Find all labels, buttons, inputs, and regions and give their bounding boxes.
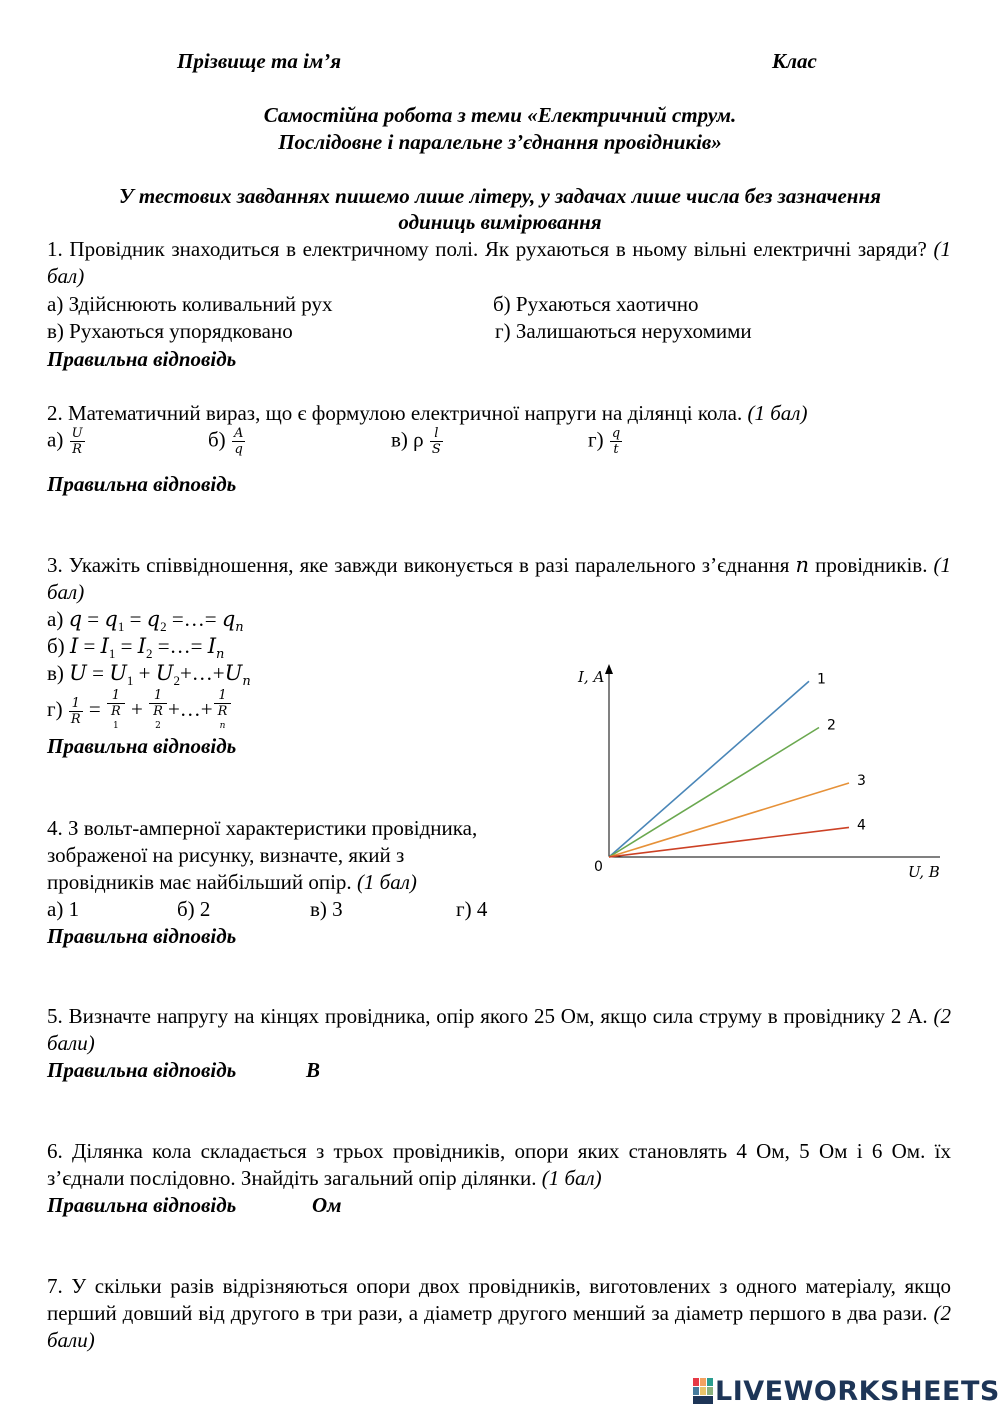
q2-option-c <box>391 426 444 457</box>
q3-option-a-label: а) <box>47 607 64 631</box>
q3-points: (1 бал) <box>47 553 952 604</box>
x-axis-label: U, B <box>908 863 940 881</box>
q4-line-1: 4. З вольт-амперної характеристики провідника, <box>47 816 478 840</box>
q1-answer-label: Правильна відповідь <box>47 347 237 371</box>
sym: R <box>153 704 163 719</box>
q4-line-3 <box>47 869 417 896</box>
class-label: Клас <box>772 49 817 73</box>
q2-fraction-b-num: A <box>233 426 244 441</box>
q2-fraction-d-den: t <box>613 442 619 457</box>
sym: =…= <box>171 607 217 631</box>
frac-num: 1 <box>69 696 83 712</box>
q3-frac-r2 <box>149 688 167 734</box>
q4-option-a: а) 1 <box>47 897 80 921</box>
q2-fraction-b-den: q <box>234 442 243 457</box>
frac-num: 1 <box>214 688 232 704</box>
title-line-2: Послідовне і паралельне з’єднання провідників» <box>278 130 722 154</box>
sym: = <box>88 696 101 721</box>
q2-points: (1 бал) <box>747 401 808 425</box>
frac-den <box>214 704 232 734</box>
q1-option-b: б) Рухаються хаотично <box>493 292 699 316</box>
q6-text <box>47 1138 951 1192</box>
q2-option-b <box>208 426 246 457</box>
q2-option-a-label: а) <box>47 427 64 452</box>
sym: = <box>87 607 100 631</box>
instructions-line-1: У тестових завданнях пишемо лише літеру, у задачах лише числа без зазначення <box>119 184 881 208</box>
q6-answer-unit: Ом <box>312 1193 342 1217</box>
sym: R <box>111 704 121 719</box>
q5-points: (2 бали) <box>47 1004 951 1055</box>
sym: 1 <box>108 646 116 661</box>
q2-question: 2. Математичний вираз, що є формулою електричної напруги на ділянці кола. <box>47 401 743 425</box>
q3-option-c-label: в) <box>47 661 64 685</box>
q2-fraction-d-num: q <box>611 426 621 441</box>
q2-option-a <box>47 426 86 457</box>
sym: q <box>104 607 118 631</box>
q3-answer-label: Правильна відповідь <box>47 734 237 758</box>
sym: + <box>138 661 151 685</box>
q2-answer-label: Правильна відповідь <box>47 472 237 496</box>
q2-fraction-c-den: S <box>431 442 441 457</box>
q2-fraction-c <box>430 426 443 457</box>
sym: n <box>216 647 225 662</box>
q4-points: (1 бал) <box>356 870 417 894</box>
q2-option-c-label: в) ρ <box>391 427 424 452</box>
q4-option-d: г) 4 <box>456 897 488 921</box>
sym: 1 <box>117 619 125 634</box>
sym: = <box>129 607 142 631</box>
sym: +…+ <box>167 696 213 721</box>
q4-option-b: б) 2 <box>177 897 211 921</box>
q4-answer-label: Правильна відповідь <box>47 924 237 948</box>
sym: I <box>100 634 109 658</box>
q2-option-b-label: б) <box>208 427 226 452</box>
q4-question-end: провідників має найбільший опір. <box>47 870 352 894</box>
q5-text <box>47 1003 951 1057</box>
title-line-1: Самостійна робота з теми «Електричний струм. <box>263 103 737 127</box>
frac-num: 1 <box>107 688 125 704</box>
q2-fraction-d <box>610 426 622 457</box>
name-label: Прізвище та ім’я <box>177 49 342 73</box>
sym: 2 <box>146 646 153 661</box>
q6-points: (1 бал) <box>541 1166 602 1190</box>
sym: R <box>217 704 228 719</box>
sym: +…+ <box>179 661 225 685</box>
q2-fraction-c-num: l <box>430 426 443 442</box>
q1-option-d: г) Залишаються нерухомими <box>495 319 752 343</box>
series-label-2: 2 <box>827 717 836 734</box>
q2-fraction-a-num: U <box>71 426 83 441</box>
sym: U <box>109 661 127 685</box>
q1-question: 1. Провідник знаходиться в електричному полі. Як рухаються в ньому вільні електричні заряди? <box>47 237 927 261</box>
sym: U <box>155 661 174 685</box>
sym: 2 <box>160 619 167 634</box>
series-line-1 <box>609 681 809 857</box>
q6-question: 6. Ділянка кола складається з трьох провідників, опори яких становлять 4 Ом, 5 Ом і 6 Ом. їх з’єднали послідовно. Знайдіть загальний опір ділянки. <box>47 1139 951 1190</box>
series-line-4 <box>609 827 849 857</box>
sym: = <box>92 661 104 685</box>
q5-question: 5. Визначте напругу на кінцях провідника, опір якого 25 Ом, якщо сила струму в провіднику 2 А. <box>47 1004 928 1028</box>
sym: n <box>242 674 251 689</box>
sym: n <box>235 620 244 635</box>
origin-label: 0 <box>594 859 603 875</box>
q1-option-c: в) Рухаються упорядковано <box>47 319 293 343</box>
sym: 1 <box>113 721 119 731</box>
q3-frac-r1 <box>107 688 125 734</box>
q2-fraction-a-den: R <box>72 442 82 457</box>
sym: I <box>207 634 216 658</box>
q4-line-2: зображеної на рисунку, визначте, який з <box>47 843 405 867</box>
sym: U <box>69 661 87 685</box>
q2-fraction-a <box>70 426 85 457</box>
liveworksheets-logo-icon <box>693 1378 715 1406</box>
q3-frac-total <box>69 696 83 727</box>
liveworksheets-logo-text: LIVEWORKSHEETS <box>715 1376 1000 1407</box>
sym: q <box>68 607 83 631</box>
sym: n <box>219 721 226 731</box>
q2-option-d <box>588 426 623 457</box>
q3-question: 3. Укажіть співвідношення, яке завжди виконується в разі паралельного з’єднання <box>47 553 790 577</box>
frac-num: 1 <box>149 688 167 704</box>
sym: I <box>137 634 147 658</box>
q7-points: (2 бали) <box>47 1301 951 1352</box>
series-label-4: 4 <box>857 817 866 834</box>
sym: q <box>221 607 236 631</box>
frac-den <box>107 704 125 734</box>
sym: = <box>83 634 96 658</box>
q1-text <box>47 236 951 290</box>
q3-question-cont: провідників. <box>815 553 928 577</box>
q5-answer-label: Правильна відповідь <box>47 1058 237 1082</box>
series-label-1: 1 <box>817 671 826 688</box>
sym: + <box>131 696 143 721</box>
sym: 2 <box>173 673 180 688</box>
sym: 2 <box>155 721 161 731</box>
series-line-2 <box>609 728 819 858</box>
q3-n-symbol: n <box>795 553 810 577</box>
q7-text <box>47 1273 951 1354</box>
q3-option-d-label: г) <box>47 696 63 721</box>
sym: I <box>69 634 79 658</box>
q4-option-c: в) 3 <box>310 897 343 921</box>
frac-den: R <box>70 711 81 727</box>
q3-option-d <box>47 688 232 734</box>
q3-text <box>47 552 951 606</box>
q3-frac-rn <box>214 688 232 734</box>
y-axis-label: I, A <box>578 668 605 686</box>
sym: U <box>224 661 243 685</box>
liveworksheets-logo <box>693 1376 1000 1407</box>
q2-text <box>47 400 807 427</box>
q1-option-a: а) Здійснюють коливальний рух <box>47 292 333 316</box>
q7-question: 7. У скільки разів відрізняються опори двох провідників, виготовлених з одного матеріалу, якщо перший довший від другого в три рази, а діаметр другого менший за діаметр першого в два рази. <box>47 1274 951 1325</box>
q3-option-b-label: б) <box>47 634 65 658</box>
sym: =…= <box>157 634 203 658</box>
q2-fraction-b <box>232 426 245 457</box>
frac-den <box>149 704 167 734</box>
q5-answer-unit: В <box>306 1058 321 1082</box>
sym: q <box>146 607 161 631</box>
instructions-line-2: одиниць вимірювання <box>398 210 602 234</box>
sym: 1 <box>126 673 134 688</box>
q1-points: (1 бал) <box>47 237 951 288</box>
series-line-3 <box>609 783 849 857</box>
iv-characteristic-chart <box>570 660 960 890</box>
sym: = <box>120 634 133 658</box>
y-axis-arrow <box>605 664 613 674</box>
q6-answer-label: Правильна відповідь <box>47 1193 237 1217</box>
q2-option-d-label: г) <box>588 427 604 452</box>
series-label-3: 3 <box>857 773 866 789</box>
